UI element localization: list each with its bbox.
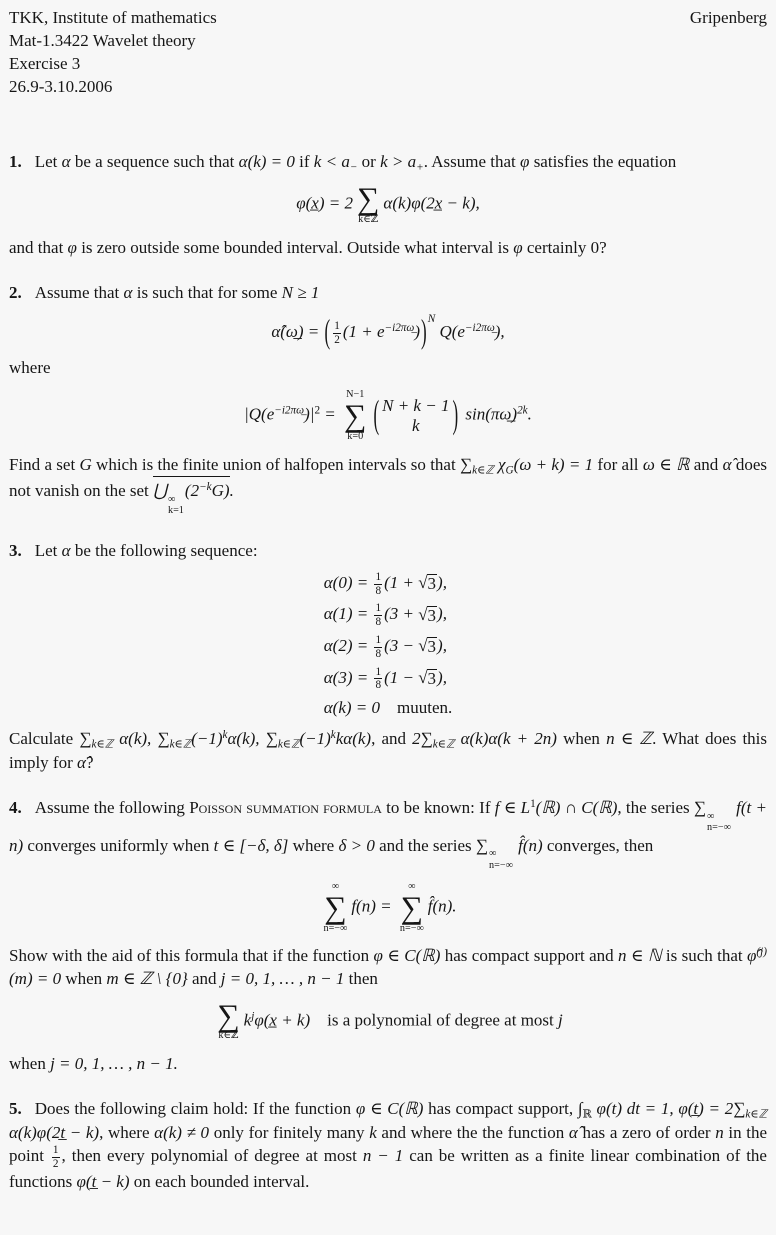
math-construct: 1 xyxy=(530,797,536,810)
text-run: φ xyxy=(513,237,523,257)
text-run: when xyxy=(9,1054,51,1074)
math-construct: N xyxy=(427,312,436,325)
problems-list xyxy=(9,150,767,1193)
text-run: ) xyxy=(414,321,421,341)
text-run: Assume that xyxy=(34,282,124,302)
text-run: G xyxy=(79,454,92,474)
math-construct: 2k xyxy=(517,404,528,417)
text-run: Show with the aid of this formula that if the function xyxy=(9,946,374,966)
text-run: ∑ xyxy=(265,729,278,749)
document-header xyxy=(9,6,767,98)
text-run: (1 + xyxy=(384,573,419,593)
problem-3 xyxy=(9,539,767,774)
text-run: . xyxy=(527,405,532,425)
text-run: φ ∈ C(ℝ) xyxy=(373,946,441,966)
math-construct: (j) xyxy=(756,946,767,959)
text-run: Poisson summation formula xyxy=(189,798,382,818)
text-run: is zero outside some bounded interval. Outside what interval is xyxy=(76,237,514,257)
text-run: ∑ xyxy=(733,1099,746,1119)
text-run: t ∈ [−δ, δ] xyxy=(213,835,289,855)
text-run: = xyxy=(320,405,341,425)
paragraph xyxy=(9,453,767,517)
text-run: where xyxy=(288,835,339,855)
text-run: φ xyxy=(67,237,77,257)
text-run: muuten. xyxy=(380,698,453,718)
text-run: (1 − xyxy=(384,667,419,687)
text-run: f ∈ L xyxy=(494,798,531,818)
course-code: Mat-1.3422 Wavelet theory xyxy=(9,31,196,51)
text-run: ∑ xyxy=(693,798,707,818)
math-construct: ∞ n=−∞ xyxy=(488,848,513,871)
text-run: χ xyxy=(493,454,506,474)
text-run: δ > 0 xyxy=(338,835,375,855)
text-run: . xyxy=(229,481,234,501)
math-construct: ∑ k∈ℤ xyxy=(217,997,240,1042)
text-run: φ̂ xyxy=(747,946,757,966)
display-equation xyxy=(9,181,767,226)
equation-line xyxy=(324,634,453,661)
text-run: k > a xyxy=(380,152,417,172)
math-construct: k∈ℤ xyxy=(91,738,114,751)
text-run: ∑ xyxy=(460,454,473,474)
display-equation xyxy=(9,312,767,351)
equation-line xyxy=(324,697,453,718)
math-construct: ∞ ∑ n=−∞ xyxy=(323,881,348,934)
text-run: φ(x̲ + k) xyxy=(254,1010,311,1030)
text-run: α(k), xyxy=(113,729,158,749)
text-run: , where xyxy=(99,1122,155,1142)
text-run: then xyxy=(344,969,378,989)
text-run: α xyxy=(61,152,71,172)
text-run: and xyxy=(689,454,723,474)
text-run: 2∑ xyxy=(412,729,433,749)
text-run: α̂(ω̲) = xyxy=(271,321,324,341)
text-run: φ(x̲) = 2 xyxy=(296,193,353,213)
text-run: Calculate xyxy=(9,729,80,749)
math-construct: −i2πω̲ xyxy=(384,321,415,334)
text-run: Find a set xyxy=(9,454,80,474)
text-run: where xyxy=(9,358,51,378)
problem-number: 5. xyxy=(9,1099,22,1119)
text-run: φ xyxy=(520,152,530,172)
text-run: α(k)φ(2t̲ − k) xyxy=(9,1122,100,1142)
text-run: Let xyxy=(34,540,62,560)
math-construct: √ 3 xyxy=(418,636,437,657)
big-paren: ( xyxy=(324,312,331,351)
math-construct: k∈ℤ xyxy=(169,738,192,751)
math-construct: ∞ k=1 xyxy=(167,493,184,517)
math-construct: j xyxy=(251,1010,255,1023)
text-run: α(0) = xyxy=(323,573,373,593)
text-run: j = 0, 1, … , n − 1. xyxy=(50,1054,178,1074)
math-construct: $\frac{1}{2}$ xyxy=(334,319,340,346)
text-run: α xyxy=(123,282,133,302)
math-construct: G xyxy=(505,464,514,477)
text-run: n xyxy=(715,1122,724,1142)
text-run: ∫ xyxy=(577,1099,583,1119)
problem-number: 2. xyxy=(9,282,22,302)
math-construct: 2 xyxy=(314,404,321,417)
text-run: has a zero of order xyxy=(577,1122,716,1142)
text-run: ∑ xyxy=(475,835,488,855)
text-run: , and xyxy=(371,729,413,749)
text-run: ) xyxy=(223,481,230,501)
equation-line xyxy=(324,666,453,693)
text-run: f̂(n) xyxy=(513,835,543,855)
sheet-title: Exercise 3 xyxy=(9,54,81,74)
equation-line xyxy=(324,571,453,598)
text-run: for all xyxy=(593,454,643,474)
text-run: converges uniformly when xyxy=(23,835,214,855)
text-run: Does the following claim hold: If the function xyxy=(34,1099,356,1119)
text-run: ∑ xyxy=(79,729,92,749)
display-equation xyxy=(9,389,767,442)
display-equation xyxy=(9,881,767,934)
text-run: ), xyxy=(437,604,447,624)
institution: TKK, Institute of mathematics xyxy=(9,8,217,27)
text-run: in the point xyxy=(9,1122,768,1166)
text-run: when xyxy=(61,969,107,989)
problem-number: 1. xyxy=(9,152,22,172)
text-run: (ω + k) = 1 xyxy=(513,454,594,474)
text-run: α(k) ≠ 0 xyxy=(154,1122,210,1142)
text-run: be a sequence such that xyxy=(70,152,239,172)
text-run: and the series xyxy=(374,835,476,855)
text-run: (−1) xyxy=(191,729,223,749)
math-construct: ℝ xyxy=(582,1108,592,1121)
text-run: does not vanish on the set xyxy=(9,454,767,501)
problem-2 xyxy=(9,281,767,517)
text-run: G xyxy=(211,481,224,501)
math-construct: k∈ℤ xyxy=(472,464,494,477)
paragraph xyxy=(9,281,767,304)
text-run: Let xyxy=(34,152,62,172)
paragraph xyxy=(9,150,767,174)
math-construct: $\frac{1}{8}$ xyxy=(375,602,382,629)
math-construct: ( N + k − 1 k ) xyxy=(373,392,459,437)
text-run: to be known: If xyxy=(381,798,495,818)
text-run: α(k) = 0 xyxy=(323,698,380,718)
paragraph xyxy=(9,1052,767,1075)
text-run: φ(t̲ − k) xyxy=(76,1172,130,1192)
math-construct xyxy=(153,476,230,516)
problem-1 xyxy=(9,150,767,258)
paragraph xyxy=(9,796,767,871)
display-equation xyxy=(9,997,767,1043)
text-run: satisfies the equation xyxy=(529,152,677,172)
math-construct: $\frac{1}{2}$ xyxy=(52,1143,59,1170)
text-run: ω ∈ ℝ xyxy=(642,454,690,474)
math-construct: −i2πω̲ xyxy=(464,321,495,334)
text-run: which is the finite union of halfopen intervals so that xyxy=(91,454,460,474)
paragraph xyxy=(9,539,767,562)
math-construct: −k xyxy=(199,481,212,494)
author-name: Gripenberg xyxy=(689,8,767,27)
problem-5 xyxy=(9,1097,767,1193)
text-run: is such that xyxy=(661,946,747,966)
math-construct: ∞ ∑ n=−∞ xyxy=(399,881,424,934)
math-construct: ∑ k∈ℤ xyxy=(356,181,380,225)
text-run: k xyxy=(369,1122,377,1142)
text-run: (3 − xyxy=(384,636,419,656)
text-run: sin(πω̲) xyxy=(461,405,518,425)
text-run: ∑ xyxy=(157,729,170,749)
text-run: and xyxy=(187,969,221,989)
text-run: ), xyxy=(437,573,447,593)
equation-line xyxy=(324,602,453,629)
header-left-block xyxy=(9,6,217,98)
paragraph xyxy=(9,236,767,259)
text-run: α(1) = xyxy=(323,604,373,624)
text-run: φ ∈ C(ℝ) xyxy=(355,1099,424,1119)
text-run: or xyxy=(357,152,381,172)
text-run: is a polynomial of degree at most xyxy=(310,1010,559,1030)
math-construct: N−1 ∑ k=0 xyxy=(344,389,367,443)
text-run: kα(k) xyxy=(335,729,372,749)
paragraph xyxy=(9,727,767,774)
text-run: has compact support and xyxy=(440,946,619,966)
text-run: j xyxy=(558,1010,563,1030)
text-run: ), xyxy=(437,636,447,656)
text-run: f(t + n) xyxy=(9,798,767,855)
paragraph xyxy=(9,944,767,990)
text-run: n − 1 xyxy=(362,1146,404,1166)
text-run: Assume the following xyxy=(34,798,190,818)
text-run: |Q(e xyxy=(244,405,275,425)
math-construct: + xyxy=(416,161,424,174)
text-run: on each bounded interval. xyxy=(129,1172,310,1192)
text-run: (m) = 0 xyxy=(9,969,62,989)
text-run: (2 xyxy=(184,481,200,501)
text-run: (3 + xyxy=(384,604,419,624)
text-run: (−1) xyxy=(299,729,331,749)
text-run: n ∈ ℕ xyxy=(618,946,662,966)
text-run: (1 + e xyxy=(342,321,385,341)
text-run: when xyxy=(556,729,607,749)
text-run: . Assume that xyxy=(423,152,521,172)
text-run: certainly 0? xyxy=(522,237,607,257)
text-run: if xyxy=(294,152,314,172)
text-run: ? xyxy=(85,752,94,772)
big-paren: ) xyxy=(421,312,427,351)
text-run: , the series xyxy=(617,798,694,818)
date-range: 26.9-3.10.2006 xyxy=(9,77,113,97)
text-run: α̂ xyxy=(77,752,86,772)
text-run: ), xyxy=(437,667,447,687)
text-run: α xyxy=(61,540,71,560)
math-construct: k∈ℤ xyxy=(745,1108,767,1121)
text-run: α(3) = xyxy=(323,667,373,687)
problem-number: 4. xyxy=(9,798,22,818)
text-run: is such that for some xyxy=(132,282,282,302)
math-construct: − xyxy=(349,161,358,174)
math-construct: k xyxy=(330,729,336,742)
text-run: f(n) = xyxy=(351,896,396,916)
problem-4 xyxy=(9,796,767,1075)
math-construct: k∈ℤ xyxy=(277,738,300,751)
text-run: α(k)φ(2x̲ − k), xyxy=(383,193,480,213)
text-run: can be written as a finite linear combination of the functions xyxy=(9,1146,767,1192)
text-run: k xyxy=(243,1010,252,1030)
text-run: n ∈ ℤ xyxy=(606,729,653,749)
text-run: N ≥ 1 xyxy=(281,282,320,302)
text-run: Q(e xyxy=(435,321,465,341)
text-run: be the following sequence: xyxy=(70,540,258,560)
text-run: α(2) = xyxy=(323,636,373,656)
problem-number: 3. xyxy=(9,540,22,560)
text-run: α̂ xyxy=(568,1122,578,1142)
text-run: ), xyxy=(494,321,505,341)
text-run: . What does this imply for xyxy=(9,729,768,772)
math-construct: k xyxy=(222,729,228,742)
text-run: ⋃ xyxy=(153,481,167,501)
text-run: only for finitely many xyxy=(209,1122,370,1142)
math-construct: k∈ℤ xyxy=(432,738,455,751)
text-run: converges, then xyxy=(542,835,654,855)
text-run: α̂ xyxy=(722,454,732,474)
text-run: α(k), xyxy=(227,729,266,749)
math-construct: √ 3 xyxy=(418,604,437,625)
paragraph xyxy=(9,1097,767,1193)
text-run: j = 0, 1, … , n − 1 xyxy=(220,969,345,989)
text-run: f̂(n). xyxy=(427,896,457,916)
text-run: and where the the function xyxy=(376,1122,569,1142)
math-construct: ∞ n=−∞ xyxy=(707,810,731,834)
text-run: k < a xyxy=(313,152,350,172)
equation-group xyxy=(324,571,453,719)
text-run: )| xyxy=(304,405,315,425)
text-run: m ∈ ℤ \ {0} xyxy=(106,969,188,989)
math-construct: √ 3 xyxy=(418,667,437,688)
text-run: φ(t) dt = 1, φ(t̲) = 2 xyxy=(591,1099,734,1119)
math-construct: $\frac{1}{8}$ xyxy=(375,665,382,692)
math-construct: √ 3 xyxy=(418,573,437,594)
text-run: (ℝ) ∩ C(ℝ) xyxy=(535,798,618,818)
text-run: α(k)α(k + 2n) xyxy=(454,729,557,749)
paragraph xyxy=(9,356,767,379)
math-construct: $\frac{1}{8}$ xyxy=(375,634,382,660)
text-run: α(k) = 0 xyxy=(238,152,295,172)
text-run: , then every polynomial of degree at most xyxy=(61,1146,363,1166)
math-construct: −i2πω̲ xyxy=(274,404,305,417)
text-run: and that xyxy=(9,237,68,257)
math-construct: $\frac{1}{8}$ xyxy=(375,570,382,597)
text-run: has compact support, xyxy=(423,1099,578,1119)
